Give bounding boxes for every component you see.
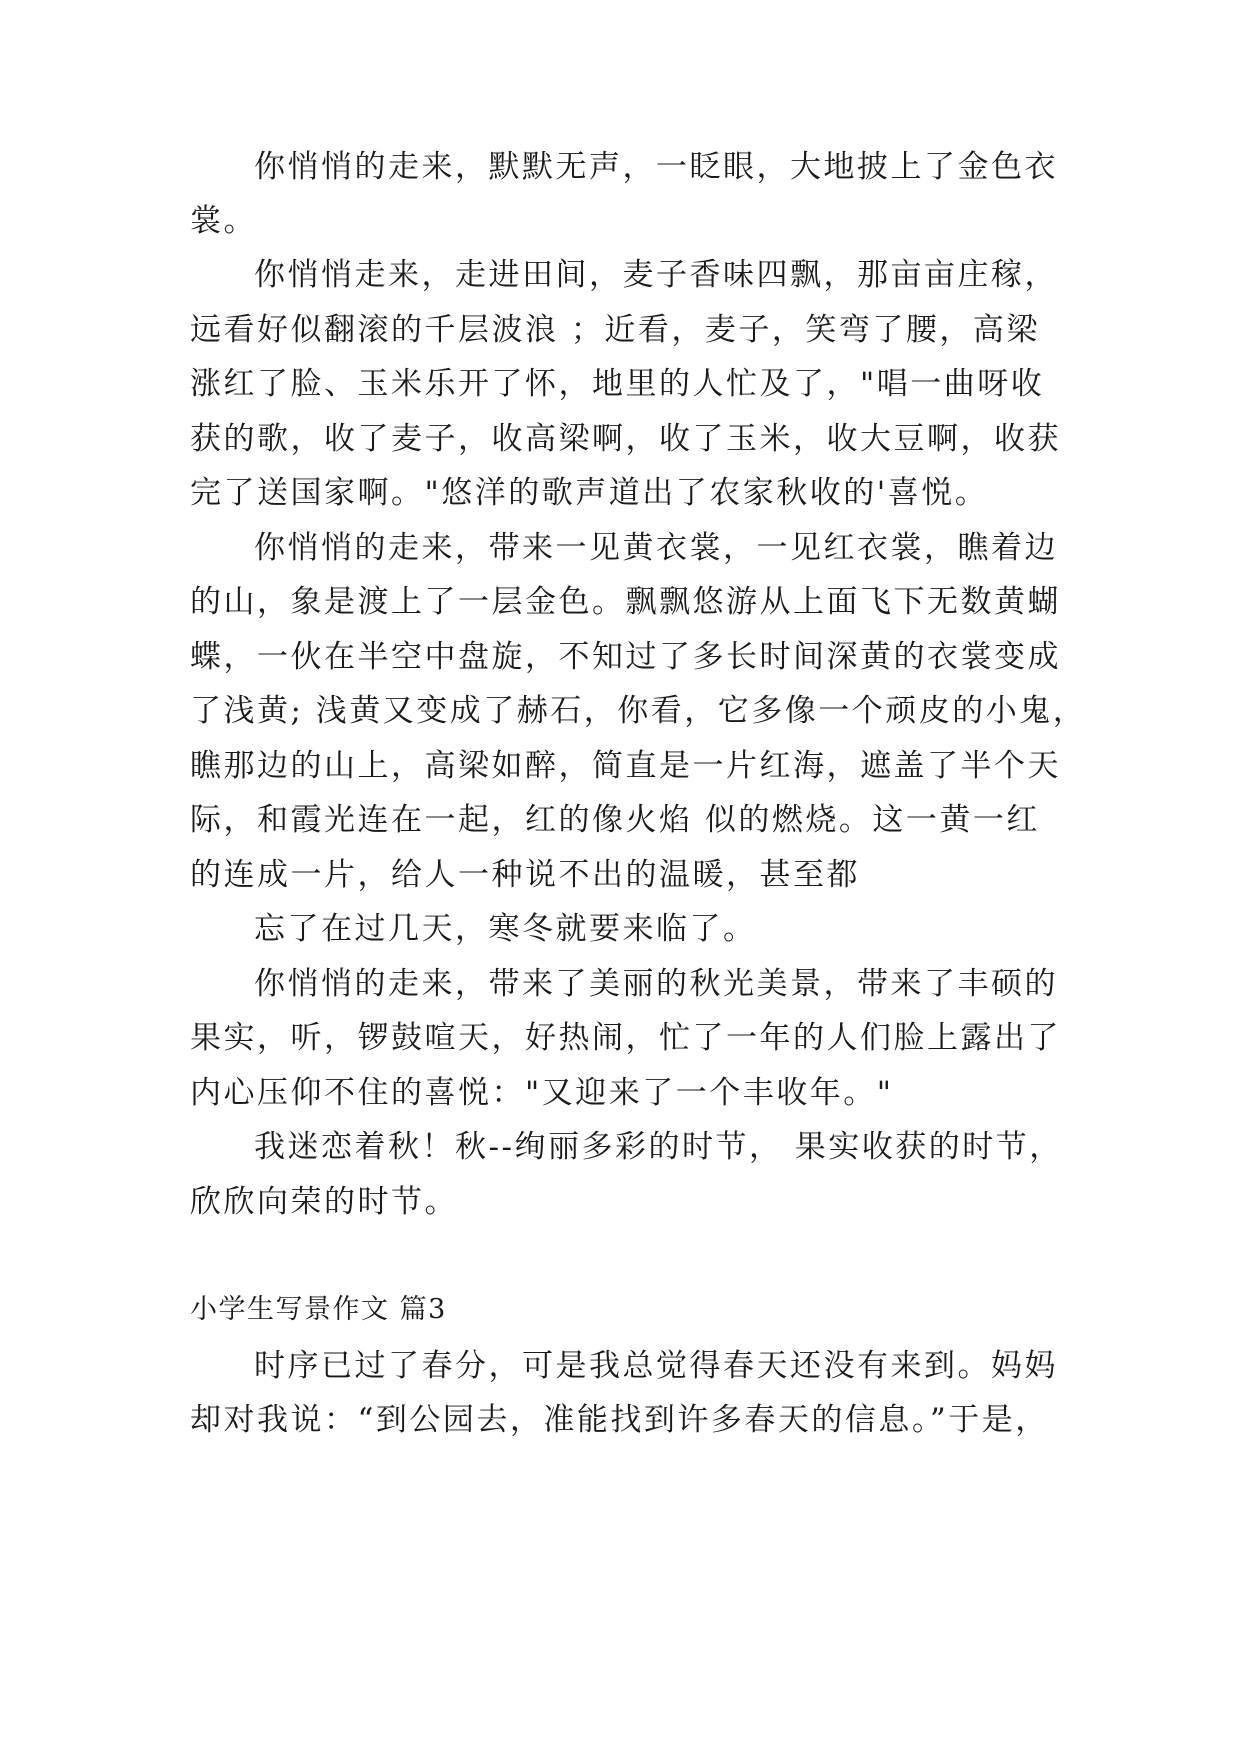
- text-line: 却对我说：“到公园去，准能找到许多春天的信息。”于是，: [190, 1402, 1049, 1438]
- text-line: 完了送国家啊。"悠洋的歌声道出了农家秋收的'喜悦。: [190, 475, 989, 511]
- section-heading: 小学生写景作文 篇3: [190, 1294, 447, 1325]
- text-line: 际，和霞光连在一起，红的像火焰 似的燃烧。这一黄一红: [190, 802, 1040, 838]
- text-line: 时序已过了春分，可是我总觉得春天还没有来到。妈妈: [254, 1348, 1058, 1384]
- text-line: 的山，象是渡上了一层金色。飘飘悠游从上面飞下无数黄蝴: [190, 584, 1061, 620]
- text-line: 裳。: [190, 203, 257, 239]
- text-line: 忘了在过几天，寒冬就要来临了。: [254, 911, 757, 947]
- text-line: 瞧那边的山上，高梁如醉，简直是一片红海，遮盖了半个天: [190, 748, 1061, 784]
- text-line: 我迷恋着秋！秋--绚丽多彩的时节， 果实收获的时节，: [254, 1129, 1063, 1165]
- text-line: 远看好似翻滚的千层波浪 ；近看，麦子，笑弯了腰，高梁: [190, 312, 1040, 348]
- text-line: 你悄悄走来，走进田间，麦子香味四飘，那亩亩庄稼，: [254, 257, 1058, 293]
- text-line: 内心压仰不住的喜悦："又迎来了一个丰收年。": [190, 1075, 894, 1111]
- text-line: 你悄悄的走来，带来了美丽的秋光美景，带来了丰硕的: [254, 966, 1058, 1002]
- text-line: 涨红了脸、玉米乐开了怀，地里的人忙及了，"唱一曲呀收: [190, 366, 1045, 402]
- text-line: 的连成一片，给人一种说不出的温暖，甚至都: [190, 857, 860, 893]
- text-line: 蝶，一伙在半空中盘旋，不知过了多长时间深黄的衣裳变成: [190, 639, 1061, 675]
- text-line: 获的歌，收了麦子，收高梁啊，收了玉米，收大豆啊，收获: [190, 421, 1061, 457]
- text-line: 果实，听，锣鼓喧天，好热闹，忙了一年的人们脸上露出了: [190, 1020, 1061, 1056]
- text-line: 你悄悄的走来，带来一见黄衣裳，一见红衣裳，瞧着边: [254, 530, 1058, 566]
- text-line: 了浅黄; 浅黄又变成了赫石，你看，它多像一个顽皮的小鬼，: [190, 693, 1087, 729]
- text-line: 你悄悄的走来，默默无声，一眨眼，大地披上了金色衣: [254, 149, 1058, 185]
- text-line: 欣欣向荣的时节。: [190, 1184, 458, 1220]
